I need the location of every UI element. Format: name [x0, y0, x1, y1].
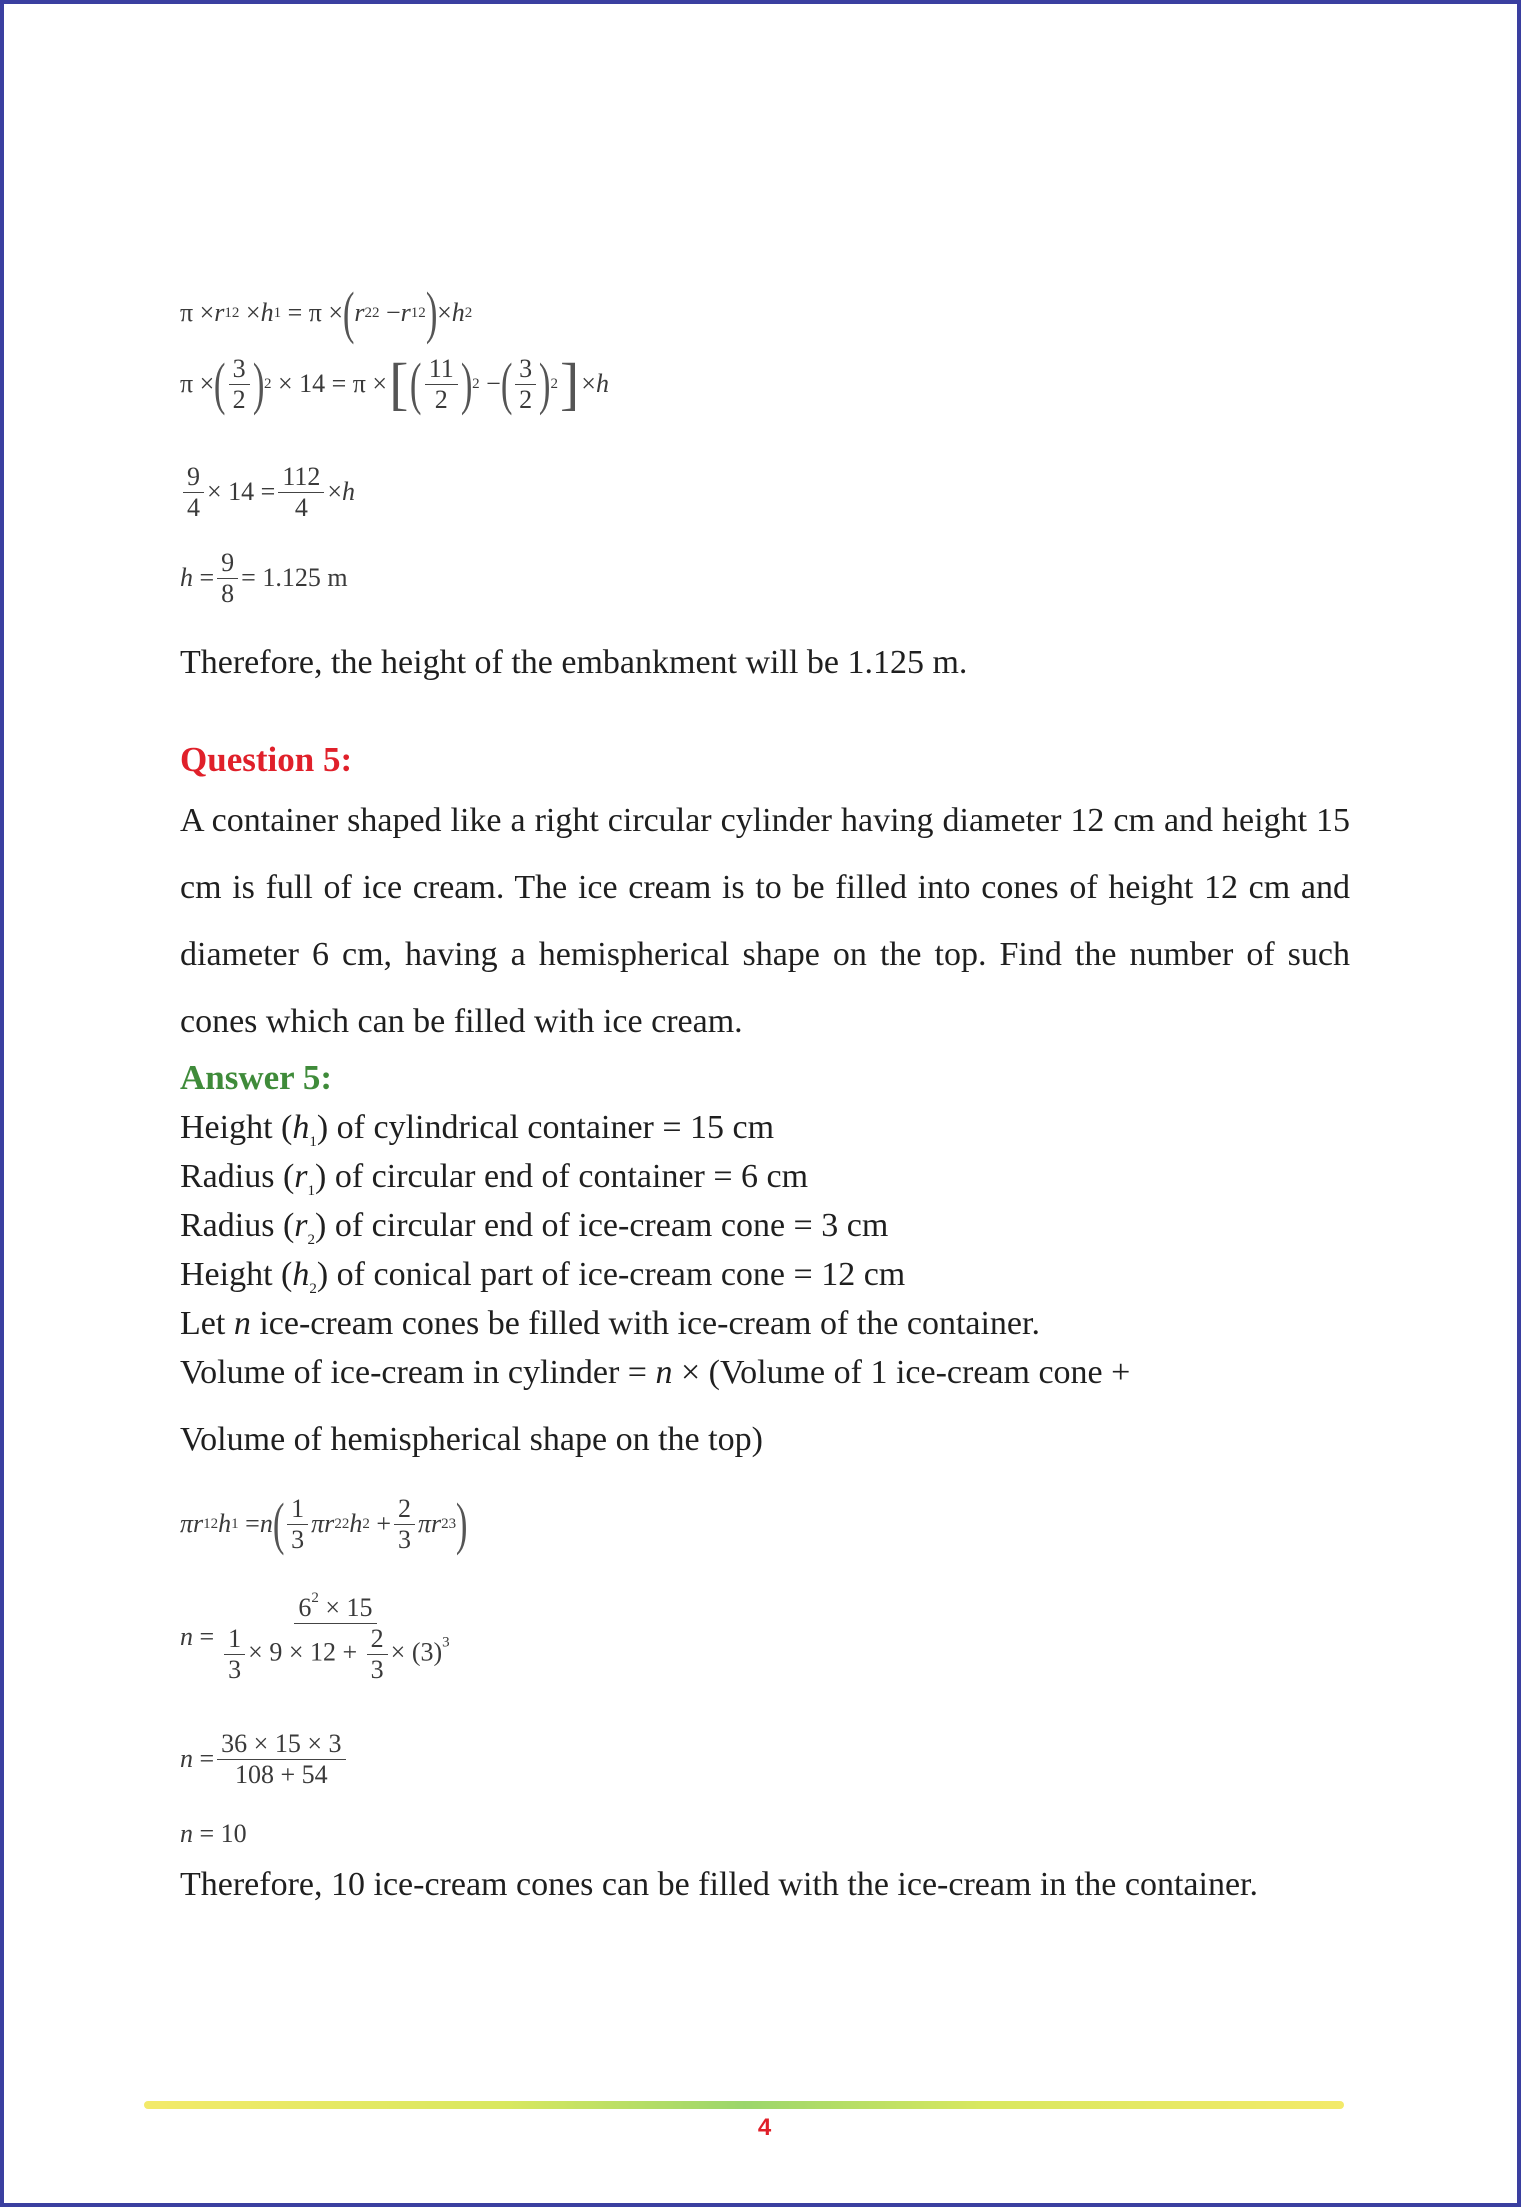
answer4-conclusion: Therefore, the height of the embankment will be 1.125 m.: [180, 644, 968, 681]
equation-6: n = $6^2 \times 15$ $\frac{1}{3}$ × 9 × 12 + $\frac{2}{3}$ × $(3)^3$: [180, 1590, 450, 1684]
question-heading: Question 5:: [180, 740, 353, 779]
equation-8: n = 10: [180, 1819, 247, 1848]
question-text: A container shaped like a right circular cylinder having diameter 12 cm and height 15 cm is full of ice cream. The ice cream is to be filled into cones of height 12 cm and diameter 6 cm, having a hemispherical shape on the top. Find the number of such cones which can be filled with ice cream.: [180, 802, 1350, 1040]
given-line-1: Height $(h_1)$ of cylindrical container = 15 cm: [180, 1109, 775, 1150]
equation-2: π × ( $\frac{3}{2}$ ) 2 × 14 = π × [ ( $\frac{11}{2}$ ) 2 − ( $\frac{3}{2}$ ) 2 ] × h: [180, 351, 609, 417]
equation-1: π × r 1 2 × h 1 = π × ( r 2 2 − r 1 2 ) × h 2: [180, 280, 473, 345]
given-line-4: Height $(h_2)$ of conical part of ice-cream cone = 12 cm: [180, 1256, 906, 1297]
equation-7: n = $\frac{36 \times 15 \times 3}{108 + 54}$: [180, 1729, 349, 1790]
equation-3: $\frac{9}{4}$ × 14 = $\frac{112}{4}$ × h: [180, 462, 355, 523]
given-line-3: Radius $(r_2)$ of circular end of ice-cream cone = 3 cm: [180, 1207, 889, 1248]
let-line: Let n ice-cream cones be filled with ice-cream of the container.: [180, 1305, 1040, 1342]
equation-5: πr 1 2 h 1 = n ( $\frac{1}{3}$ πr 2 2 h 2 + $\frac{2}{3}$ πr 2 3 ): [180, 1491, 468, 1557]
volume-line-1: Volume of ice-cream in cylinder = n × (Volume of 1 ice-cream cone +: [180, 1354, 1131, 1391]
page-number: 4: [757, 2114, 772, 2141]
answer-heading: Answer 5:: [180, 1058, 332, 1097]
footer-divider: [144, 2101, 1344, 2109]
answer5-conclusion: Therefore, 10 ice-cream cones can be filled with the ice-cream in the container.: [180, 1866, 1259, 1903]
volume-line-2: Volume of hemispherical shape on the top): [180, 1421, 763, 1458]
equation-4: h = $\frac{9}{8}$ = 1.125 m: [180, 548, 348, 608]
given-line-2: Radius $(r_1)$ of circular end of container = 6 cm: [180, 1158, 809, 1199]
